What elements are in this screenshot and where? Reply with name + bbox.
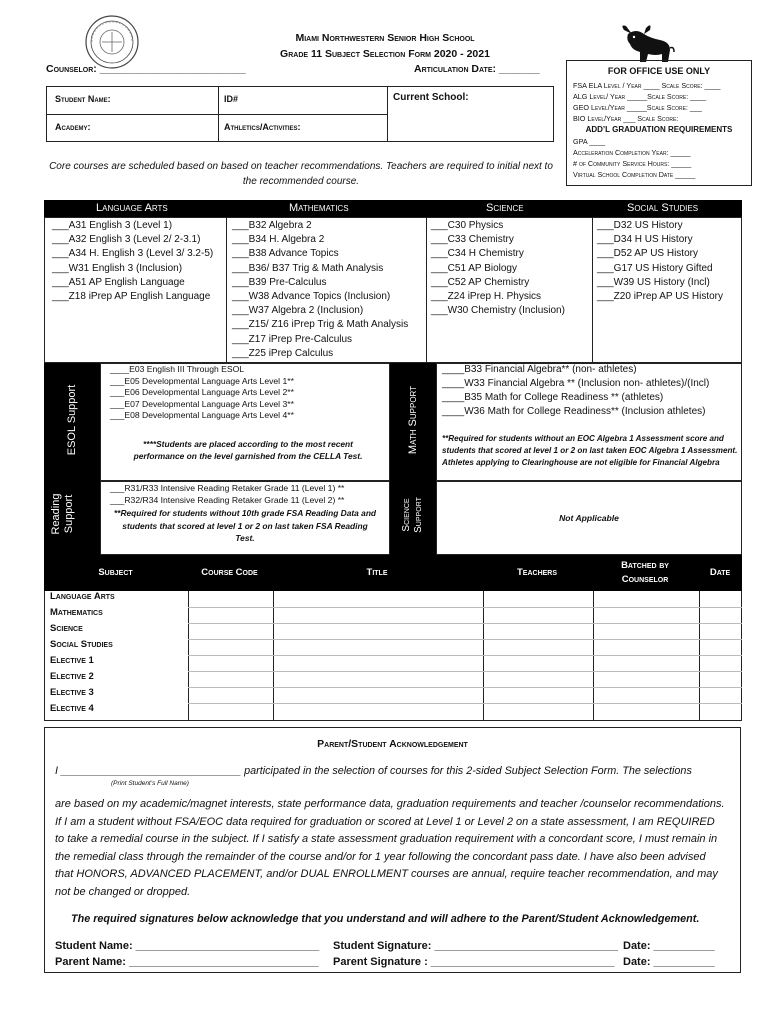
course-option[interactable]: ___Z15/ Z16 iPrep Trig & Math Analysis [232,319,409,331]
acknowledgement-body: are based on my academic/magnet interests, state performance data, graduation requirements and teacher /counselor recommendations. If I am a student without FSA/EOC data required for graduation or scored at Level 1 or Level 2 on a state assessment, I am REQUIRED to take a remedial course in the subject. If I satisfy a state assessment graduation requirement with a concordant score, I must remain in the remedial class through the remainder of the course and/or for 1 year following the concordant pass date. I have also been advised that HONORS, ADVANCED PLACEMENT, and/or DUAL ENROLLMENT courses are annual, require teacher recommendation, and may not be changed or dropped. [55,798,725,898]
language-arts-courses [52,219,213,304]
grad-line-service-hours: # of Community Service Hours: _____ [573,159,692,168]
course-option[interactable]: ___D32 US History [597,220,683,231]
course-option[interactable]: ___R31/R33 Intensive Reading Retaker Grade 11 (Level 1) ** [110,483,345,493]
office-line-alg: ALG Level/ Year _____Scale Score: ____ [573,92,707,101]
esol-support-label: ESOL Support [66,384,78,456]
course-option[interactable]: ___B38 Advance Topics [232,248,339,260]
course-option[interactable]: ____B35 Math for College Readiness ** (athletes) [442,392,664,403]
parent-date-field[interactable]: Date: __________ [623,956,715,968]
table-row-elective-3: Elective 3 [50,687,94,698]
acknowledgement-line1[interactable]: I ______________________________ participated in the selection of courses for this 2-sided Subject Selection Form. The selections [55,765,692,777]
office-line-geo: GEO Level/Year _____Scale Score: ___ [573,103,702,112]
required-signatures-note: The required signatures below acknowledge that you understand and will adhere to the Parent/Student Acknowledgement. [71,913,700,925]
course-option[interactable]: ___E08 Developmental Language Arts Level 4** [110,410,294,421]
course-option[interactable]: ___Z25 iPrep Calculus [232,347,334,359]
reading-support-label [50,489,76,539]
office-line-bio: BIO Level/Year ___ Scale Score: [573,114,679,123]
course-option[interactable]: ___W31 English 3 (Inclusion) [52,262,183,274]
math-support-note: **Required for students without an EOC Algebra 1 Assessment score and students that scored at level 1 or 2 on last taken EOC Algebra 1 Assessment. Athletes applying to Clearinghouse are not eligible for Financial Algebra [442,434,738,467]
course-option[interactable]: ___C52 AP Chemistry [431,276,530,288]
science-support-note: Not Applicable [559,513,619,523]
col-batched-by-counselor: Batched by Counselor [621,560,669,585]
science-support-label [401,490,425,540]
course-option[interactable]: ___D52 AP US History [597,248,698,260]
office-use-box [566,60,752,186]
col-title: Title [366,567,388,578]
course-option[interactable]: ____W33 Financial Algebra ** (Inclusion non- athletes)/(Incl) [442,378,710,389]
subject-science: Science [486,202,524,214]
acknowledgement-box [44,727,741,973]
school-title [190,30,580,62]
table-row-social-studies: Social Studies [50,639,113,650]
grad-line-virtual-school: Virtual School Completion Date _____ [573,170,696,179]
course-option[interactable]: ___C51 AP Biology [431,262,517,274]
table-row-elective-4: Elective 4 [50,703,94,714]
course-option[interactable]: ___E05 Developmental Language Arts Level 1** [110,375,294,386]
course-option[interactable]: ___R32/R34 Intensive Reading Retaker Grade 11 (Level 2) ** [110,494,345,505]
math-support-sidebar [390,363,436,481]
social-studies-courses [597,219,723,304]
subject-mathematics: Mathematics [289,202,349,214]
course-option[interactable]: ___B32 Algebra 2 [232,220,312,231]
print-name-hint: (Print Student’s Full Name) [111,780,189,787]
subject-header-bar [44,200,742,217]
course-option[interactable]: ___W30 Chemistry (Inclusion) [431,305,565,317]
core-courses-note: Core courses are scheduled based on based on teacher recommendations. Teachers are required to initial next to the recommended course. [49,161,553,187]
subject-language-arts: Language Arts [96,202,168,214]
school-seal-logo [84,14,140,70]
course-option[interactable]: ___C34 H Chemistry [431,248,524,260]
course-option[interactable]: ___W38 Advance Topics (Inclusion) [232,291,391,303]
table-row-elective-1: Elective 1 [50,655,94,666]
student-signature-field[interactable]: Student Signature: ______________________________ [333,940,618,952]
course-option[interactable]: ___A51 AP English Language [52,276,185,288]
id-label[interactable]: ID# [224,94,239,104]
parent-signature-field[interactable]: Parent Signature : ______________________________ [333,956,615,968]
science-support-sidebar [390,481,436,555]
student-name-field[interactable]: Student Name: ______________________________ [55,940,320,952]
course-option[interactable]: ___A32 English 3 (Level 2/ 2-3.1) [52,234,201,246]
reading-label-line2: Support [63,494,75,534]
athletics-label[interactable]: Athletics/Activities: [224,122,301,132]
course-option[interactable]: ___Z20 iPrep AP US History [597,291,723,303]
table-row-mathematics: Mathematics [50,607,103,618]
mathematics-courses [232,219,408,361]
course-option[interactable]: ___D34 H US History [597,234,693,246]
course-option[interactable]: ___B36/ B37 Trig & Math Analysis [232,262,384,274]
course-option[interactable]: ___A31 English 3 (Level 1) [52,220,173,231]
office-line-fsa: FSA ELA Level / Year ____ Scale Score: ____ [573,81,721,90]
grad-line-acceleration: Acceleration Completion Year: _____ [573,148,691,157]
col-course-code: Course Code [201,567,258,578]
acknowledgement-title: Parent/Student Acknowledgement [317,738,468,750]
course-option[interactable]: ___Z17 iPrep Pre-Calculus [232,333,353,345]
academy-label[interactable]: Academy: [55,122,91,132]
esol-courses [110,364,294,422]
table-row-science: Science [50,623,83,634]
counselor-field[interactable]: Counselor: _________________________ [46,63,246,75]
math-support-label: Math Support [407,385,419,455]
course-option[interactable]: ___B39 Pre-Calculus [232,276,327,288]
course-table-header [44,555,742,591]
parent-name-field[interactable]: Parent Name: _______________________________ [55,956,319,968]
reading-support-note: **Required for students without 10th grade FSA Reading Data and students that scored at level 1 or 2 on last taken FSA Reading Test. [113,508,377,543]
course-option[interactable]: ___E07 Developmental Language Arts Level 3** [110,398,294,409]
table-row-language-arts: Language Arts [50,591,115,602]
school-name: Miami Northwestern Senior High School [295,32,475,44]
student-date-field[interactable]: Date: __________ [623,940,715,952]
subject-social-studies: Social Studies [627,202,699,214]
esol-support-sidebar [44,363,100,481]
reading-support-sidebar [44,481,100,555]
course-option[interactable]: ___A34 H. English 3 (Level 3/ 3.2-5) [52,248,214,260]
col-teachers: Teachers [516,567,558,578]
student-name-label[interactable]: Student Name: [55,94,111,104]
course-table-body [44,591,742,721]
course-option[interactable]: ___E06 Developmental Language Arts Level 2** [110,387,294,398]
reading-label-line1: Reading [50,493,62,535]
course-option[interactable]: ___Z18 iPrep AP English Language [52,291,211,303]
reading-support-courses [110,483,344,506]
col-date: Date [709,567,731,578]
course-option[interactable]: ____E03 English III Through ESOL [110,364,245,374]
table-row-elective-2: Elective 2 [50,671,94,682]
course-option[interactable]: ___W37 Algebra 2 (Inclusion) [232,305,364,317]
course-option[interactable]: ___C33 Chemistry [431,234,514,246]
science-label-line1: Science [401,498,412,532]
course-option[interactable]: ____W36 Math for College Readiness** (Inclusion athletes) [442,406,706,417]
current-school-label[interactable]: Current School: [393,92,469,103]
grad-req-title: ADD’L GRADUATION REQUIREMENTS [585,125,733,134]
col-subject: Subject [98,567,133,578]
student-info-table [46,86,554,142]
course-option[interactable]: ___C30 Physics [431,220,504,231]
course-option[interactable]: ___Z24 iPrep H. Physics [431,291,542,303]
articulation-date-field[interactable]: Articulation Date: _______ [414,63,540,75]
course-option[interactable]: ___G17 US History Gifted [597,262,713,274]
form-title: Grade 11 Subject Selection Form 2020 - 2021 [280,48,490,60]
office-use-title: FOR OFFICE USE ONLY [607,66,711,76]
course-option[interactable]: ___B34 H. Algebra 2 [232,234,325,246]
math-support-courses [442,363,709,419]
course-option[interactable]: ____B33 Financial Algebra** (non- athletes) [442,364,637,375]
science-label-line2: Support [413,497,424,533]
esol-note: ****Students are placed according to the most recent performance on the level garnished from the CELLA Test. [133,439,363,461]
science-courses [431,219,565,318]
grad-line-gpa: GPA ____ [573,137,606,146]
course-option[interactable]: ___W39 US History (Incl) [597,276,710,288]
